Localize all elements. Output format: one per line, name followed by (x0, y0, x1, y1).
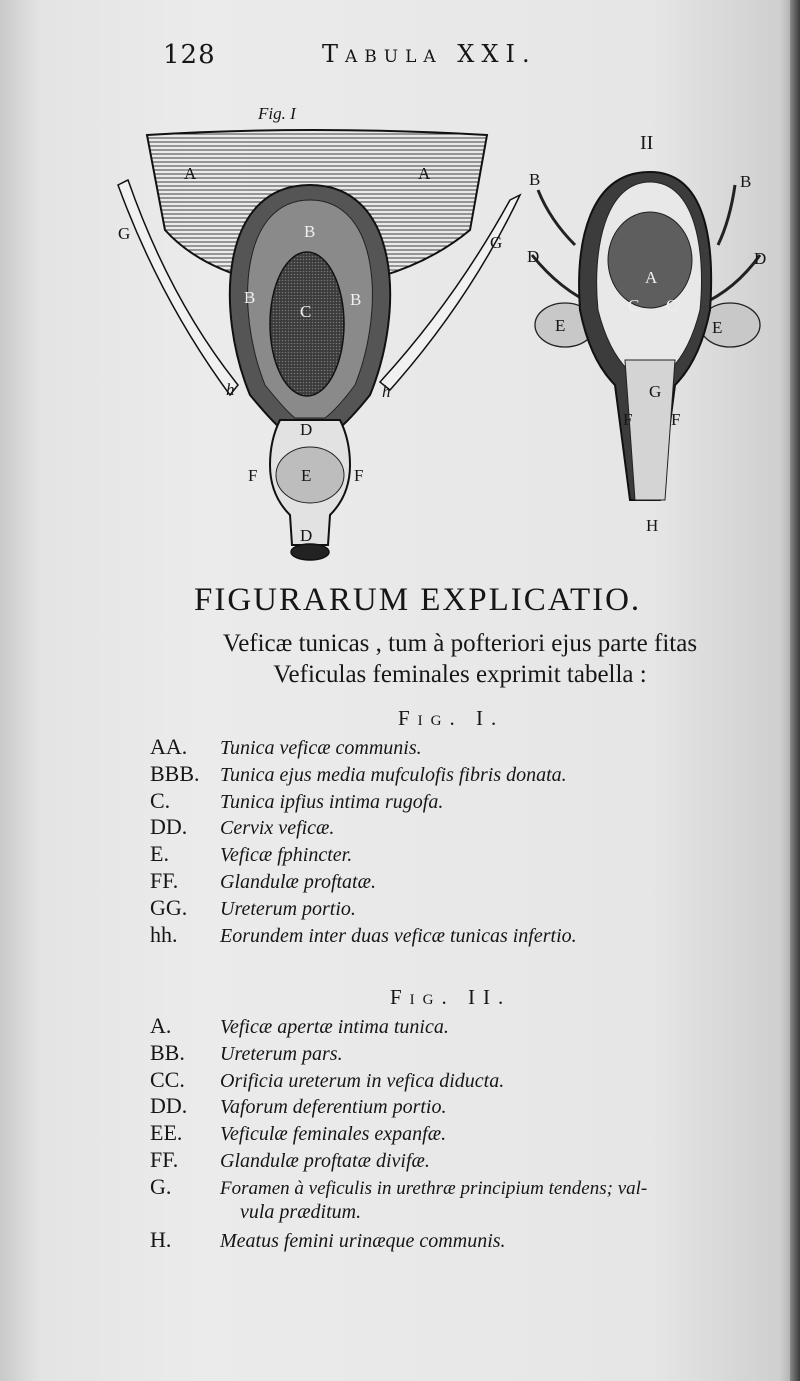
explanation-heading: FIGURARUM EXPLICATIO. (194, 582, 642, 618)
fig2-label-g: G (649, 382, 662, 401)
plate-title: Tabula XXI. (322, 40, 537, 68)
fig2-title: II (640, 132, 654, 154)
fig2-entry (150, 1040, 647, 1067)
fig1-label-a-left: A (184, 164, 197, 183)
fig1-entry (150, 761, 577, 788)
intro-line-2: Veficulas feminales exprimit tabella : (273, 661, 647, 688)
fig2-label-a: A (645, 268, 658, 287)
fig1-entry (150, 922, 577, 949)
fig1-label-f-right: F (354, 466, 364, 485)
entry-key: E. (150, 841, 169, 867)
fig2-entry-continuation (150, 1201, 647, 1228)
fig1-label-h-left: h (226, 380, 235, 399)
figure-1-illustration (110, 120, 530, 570)
entry-key: DD. (150, 814, 188, 840)
entry-text: Glandulæ proftatæ. (220, 870, 376, 893)
entry-text: Foramen à veficulis in urethræ principium tendens; val- (220, 1177, 648, 1199)
entry-key: EE. (150, 1120, 183, 1146)
figure-2-illustration (520, 160, 780, 520)
fig1-label-h-right: h (382, 382, 391, 401)
entry-text: Tunica ejus media mufculofis fibris donata. (220, 763, 567, 786)
explanation-intro (150, 628, 770, 690)
entry-key: G. (150, 1173, 172, 1199)
entry-text: Meatus femini urinæque communis. (220, 1230, 506, 1253)
fig2-label-f-left: F (623, 410, 633, 429)
fig1-label-f-left: F (248, 466, 258, 485)
fig2-label-d-left: D (527, 247, 540, 266)
fig1-label-e: E (301, 466, 312, 485)
entry-key: C. (150, 787, 171, 813)
intro-line-1: Veficæ tunicas , tum à pofteriori ejus parte fitas (222, 630, 698, 657)
entry-text: Tunica ipfius intima rugofa. (220, 790, 444, 813)
fig2-label-e-left: E (555, 316, 566, 335)
page-edge-shadow (790, 0, 800, 1381)
fig1-entry-list (150, 734, 577, 948)
fig2-entry (150, 1147, 647, 1174)
fig2-section-heading: Fig. II. (390, 985, 512, 1009)
entry-text: Veficæ apertæ intima tunica. (220, 1016, 449, 1038)
fig1-entry (150, 788, 577, 815)
entry-key: BB. (150, 1039, 185, 1065)
entry-text: Vaforum deferentium portio. (220, 1096, 447, 1119)
entry-text: Cervix veficæ. (220, 817, 335, 840)
fig1-label-b-top: B (304, 222, 316, 241)
fig2-entry (150, 1174, 647, 1201)
fig2-entry (150, 1227, 647, 1254)
entry-text: Veficæ fphincter. (220, 844, 353, 867)
fig2-label-e-right: E (712, 318, 723, 337)
fig2-entry (150, 1013, 647, 1040)
entry-key: GG. (150, 894, 188, 920)
entry-text: Veficulæ feminales expanfæ. (220, 1123, 447, 1146)
entry-text: Ureterum pars. (220, 1042, 343, 1065)
fig2-label-c-left: C (628, 296, 640, 315)
page-number: 128 (163, 40, 216, 70)
fig1-label-g-right: G (490, 233, 503, 252)
fig1-label-d-lower: D (300, 526, 313, 545)
fig2-label-b-right: B (740, 172, 752, 191)
fig2-entry (150, 1093, 647, 1120)
fig1-entry (150, 841, 577, 868)
fig2-entry-list (150, 1013, 647, 1254)
fig1-label-c: C (300, 302, 312, 321)
fig1-entry (150, 814, 577, 841)
fig1-label-a-right: A (418, 164, 431, 183)
fig1-label-d-upper: D (300, 420, 313, 439)
entry-text: Ureterum portio. (220, 897, 356, 920)
entry-key: BBB. (150, 760, 200, 786)
fig1-label-g-left: G (118, 224, 131, 243)
fig2-entry (150, 1067, 647, 1094)
entry-text: vula præditum. (240, 1200, 362, 1223)
entry-key: AA. (150, 734, 188, 759)
entry-key: CC. (150, 1066, 185, 1092)
entry-key: FF. (150, 1146, 179, 1172)
fig2-label-h: H (646, 516, 659, 535)
fig2-label-f-right: F (671, 410, 681, 429)
entry-text: Eorundem inter duas veficæ tunicas infertio. (220, 924, 577, 947)
fig1-section-heading: Fig. I. (398, 706, 505, 730)
entry-key: FF. (150, 867, 179, 893)
entry-text: Orificia ureterum in vefica diducta. (220, 1069, 505, 1092)
fig2-label-b-left: B (529, 170, 541, 189)
fig2-label-d-right: D (754, 249, 767, 268)
entry-key: hh. (150, 921, 178, 947)
entry-text: Tunica veficæ communis. (220, 737, 422, 759)
fig1-entry (150, 895, 577, 922)
figure-1-title: Fig. I (258, 104, 296, 123)
entry-key: A. (150, 1013, 172, 1038)
entry-text: Glandulæ proftatæ divifæ. (220, 1149, 430, 1172)
entry-key: DD. (150, 1093, 188, 1119)
fig1-entry (150, 868, 577, 895)
entry-key: H. (150, 1227, 172, 1253)
fig2-label-c-right: C (666, 296, 678, 315)
fig1-label-b-left: B (244, 288, 256, 307)
fig1-label-b-right: B (350, 290, 362, 309)
fig1-entry (150, 734, 577, 761)
fig2-entry (150, 1120, 647, 1147)
